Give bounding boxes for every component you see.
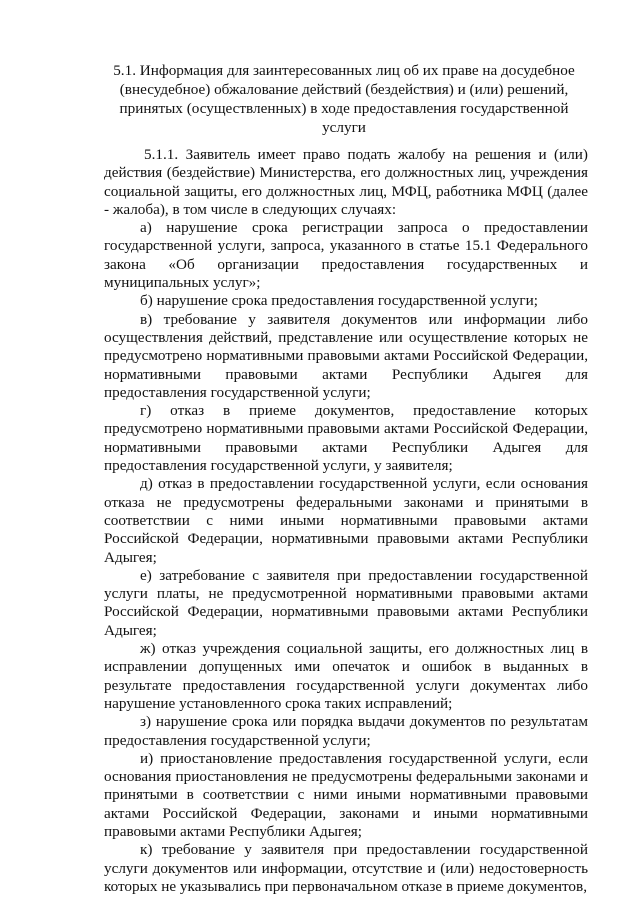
- paragraph-item-v: в) требование у заявителя документов или информации либо осуществления действий, представление или осуществление которых не предусмотрено нормативными правовыми актами Российской Федерации, нормативными правовыми актами Республики Адыгея для предоставления государственной услуги;: [104, 310, 588, 401]
- paragraph-item-a: а) нарушение срока регистрации запроса о предоставлении государственной услуги, запроса, указанного в статье 15.1 Федерального закона «Об организации предоставления государственных и муниципальных услуг»;: [104, 219, 588, 292]
- paragraph-item-b: б) нарушение срока предоставления государственной услуги;: [140, 292, 538, 310]
- paragraph-item-d: д) отказ в предоставлении государственной услуги, если основания отказа не предусмотрены федеральными законами и принятыми в соответствии с ними иными нормативными правовыми актами Российской Федерации, нормативными правовыми актами Республики Адыгея;: [104, 475, 588, 566]
- paragraph-item-g: г) отказ в приеме документов, предоставление которых предусмотрено нормативными правовыми актами Российской Федерации, нормативными правовыми актами Республики Адыгея для предоставления государственной услуги, у заявителя;: [104, 402, 588, 475]
- document-body: [104, 146, 588, 896]
- paragraph-item-zh: ж) отказ учреждения социальной защиты, его должностных лиц в исправлении допущенных ими опечаток и ошибок в выданных в результате предоставления государственной услуги документах либо нарушение установленного срока таких исправлений;: [104, 640, 588, 712]
- paragraph-item-k: к) требование у заявителя при предоставлении государственной услуги документов или информации, отсутствие и (или) недостоверность которых не указывались при первоначальном отказе в приеме документов,: [104, 841, 588, 895]
- paragraph-item-i: и) приостановление предоставления государственной услуги, если основания приостановления не предусмотрены федеральными законами и принятыми в соответствии с ними иными нормативными правовыми актами Российской Федерации, законами и иными нормативными правовыми актами Республики Адыгея;: [104, 749, 588, 840]
- paragraph-5-1-1: 5.1.1. Заявитель имеет право подать жалобу на решения и (или) действия (бездействие) Министерства, его должностных лиц, учреждения социальной защиты, его должностных лиц, МФЦ, работника МФЦ (далее - жалоба), в том числе в следующих случаях:: [104, 146, 588, 218]
- section-heading: 5.1. Информация для заинтересованных лиц об их праве на досудебное (внесудебное) обжалование действий (бездействия) и (или) решений, принятых (осуществленных) в ходе предоставления государственной услуги: [113, 62, 575, 136]
- paragraph-item-e: е) затребование с заявителя при предоставлении государственной услуги платы, не предусмотренной нормативными правовыми актами Российской Федерации, нормативными правовыми актами Республики Адыгея;: [104, 566, 588, 639]
- paragraph-item-z: з) нарушение срока или порядка выдачи документов по результатам предоставления государственной услуги;: [104, 713, 588, 749]
